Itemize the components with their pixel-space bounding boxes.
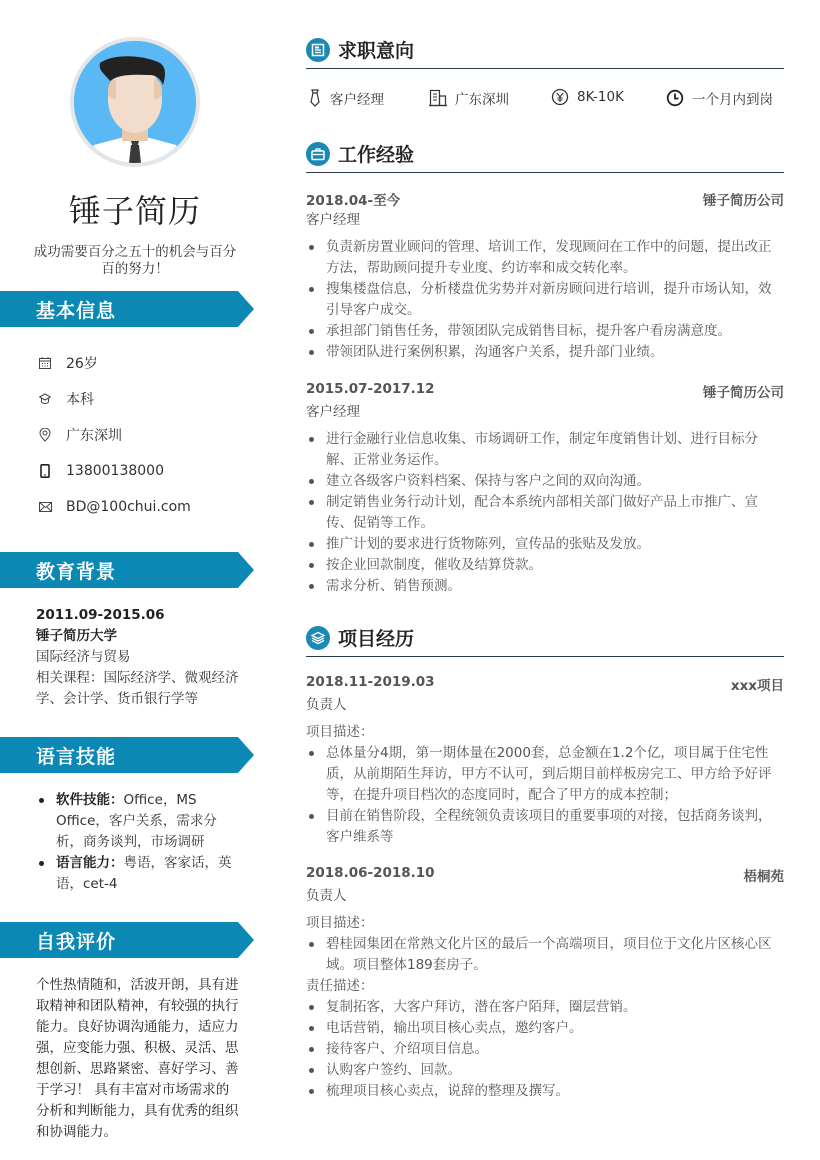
section-header-projects — [306, 623, 784, 657]
info-degree — [38, 381, 258, 417]
section-banner-self-eval — [0, 922, 254, 958]
phone-value[interactable]: 13800138000 — [66, 463, 164, 479]
skill-label: 软件技能： — [56, 792, 124, 808]
section-header-intent — [306, 35, 784, 69]
list-item: 带领团队进行案例积累，沟通客户关系，提升部门业绩。 — [306, 342, 784, 363]
section-banner-education — [0, 552, 254, 588]
briefcase-icon — [306, 142, 330, 166]
intent-salary-value: 8K-10K — [577, 89, 624, 105]
project-resp-list — [306, 997, 784, 1102]
list-item: 按企业回款制度，催收及结算贷款。 — [306, 555, 784, 576]
list-item: 制定销售业务行动计划，配合本系统内部相关部门做好产品上市推广、宣传、促销等工作。 — [306, 492, 784, 534]
work-period: 2018.04-至今 — [306, 193, 401, 209]
project-entry — [306, 865, 784, 1102]
intent-availability — [666, 88, 773, 108]
candidate-name: 锤子简历 — [68, 192, 201, 230]
degree-value: 本科 — [66, 392, 94, 408]
education-period: 2011.09-2015.06 — [36, 607, 165, 623]
section-title: 项目经历 — [338, 628, 415, 650]
work-role: 客户经理 — [306, 404, 360, 420]
skill-value: Office，MS Office，客户关系，需求分析，商务谈判，市场调研 — [56, 792, 217, 850]
project-entry — [306, 674, 784, 848]
project-role: 负责人 — [306, 888, 347, 904]
location-pin-icon — [38, 428, 52, 442]
work-bullets — [306, 429, 784, 597]
basic-info-list — [38, 345, 258, 525]
list-item: 认购客户签约、回款。 — [306, 1060, 784, 1081]
project-role: 负责人 — [306, 697, 347, 713]
work-period: 2015.07-2017.12 — [306, 381, 435, 397]
project-desc-label: 项目描述： — [306, 915, 374, 931]
self-eval-text: 个性热情随和，活波开朗，具有进取精神和团队精神，有较强的执行能力。良好协调沟通能力，适应力强，应变能力强、积极、灵活、思想创新、思路紧密、喜好学习、善于学习！ 具有丰富对市场需求的分析和判断能力，具有优秀的组织和协调能力。 — [36, 977, 239, 1140]
motto: 成功需要百分之五十的机会与百分百的努力！ — [33, 244, 237, 277]
avatar-illustration-icon — [74, 41, 196, 163]
clock-icon — [666, 89, 684, 107]
work-company: 锤子简历公司 — [703, 385, 784, 401]
section-title: 教育背景 — [36, 561, 117, 583]
project-desc-label: 项目描述： — [306, 724, 374, 740]
section-title: 求职意向 — [338, 40, 415, 62]
section-header-work — [306, 139, 784, 173]
intent-city-value: 广东深圳 — [455, 92, 509, 108]
list-item: 接待客户、介绍项目信息。 — [306, 1039, 784, 1060]
list-item: 负责新房置业顾问的管理、培训工作，发现顾问在工作中的问题，提出改正方法，帮助顾问提升专业度、约访率和成交转化率。 — [306, 237, 784, 279]
work-entry — [306, 189, 784, 363]
skill-item-software — [36, 790, 236, 853]
list-item: 总体量分4期，第一期体量在2000套，总金额在1.2个亿，项目属于住宅性质，从前期陌生拜访，甲方不认可，到后期目前样板房完工、甲方给予好评等，在提升项目档次的态度同时，配合了甲方的成本控制； — [306, 743, 784, 806]
list-item: 梳理项目核心卖点，说辞的整理及撰写。 — [306, 1081, 784, 1102]
list-item: 碧桂园集团在常熟文化片区的最后一个高端项目，项目位于文化片区核心区域。项目整体189套房子。 — [306, 934, 784, 976]
project-name: 梧桐苑 — [743, 869, 784, 885]
list-item: 建立各级客户资料档案、保持与客户之间的双向沟通。 — [306, 471, 784, 492]
project-period: 2018.06-2018.10 — [306, 865, 435, 881]
skill-item-language — [36, 853, 236, 895]
avatar — [70, 37, 200, 167]
job-intent-row — [306, 88, 784, 112]
education-major: 国际经济与贸易 — [36, 649, 131, 665]
section-title: 工作经验 — [338, 144, 415, 166]
intent-position — [308, 88, 384, 108]
list-item: 电话营销，输出项目核心卖点，邀约客户。 — [306, 1018, 784, 1039]
section-title: 基本信息 — [36, 300, 117, 322]
intent-salary — [551, 88, 624, 106]
layers-icon — [306, 626, 330, 650]
intent-availability-value: 一个月内到岗 — [692, 92, 773, 108]
calendar-icon — [38, 356, 52, 370]
intent-position-value: 客户经理 — [330, 92, 384, 108]
list-item: 目前在销售阶段，全程统领负责该项目的重要事项的对接，包括商务谈判，客户维系等 — [306, 806, 784, 848]
project-desc-list — [306, 743, 784, 848]
building-icon — [429, 89, 447, 107]
list-item: 推广计划的要求进行货物陈列，宣传品的张贴及发放。 — [306, 534, 784, 555]
skills-list — [36, 790, 236, 895]
project-name: xxx项目 — [730, 678, 784, 694]
list-item: 搜集楼盘信息，分析楼盘优劣势并对新房顾问进行培训，提升市场认知，效引导客户成交。 — [306, 279, 784, 321]
age-value: 26岁 — [66, 356, 98, 372]
project-period: 2018.11-2019.03 — [306, 674, 435, 690]
info-email — [38, 489, 258, 525]
work-role: 客户经理 — [306, 212, 360, 228]
yen-icon — [551, 88, 569, 106]
info-location — [38, 417, 258, 453]
phone-icon — [38, 464, 52, 478]
section-title: 自我评价 — [36, 931, 117, 953]
section-title: 语言技能 — [36, 746, 117, 768]
education-courses: 相关课程：国际经济学、微观经济学、会计学、货币银行学等 — [36, 670, 239, 707]
list-item: 承担部门销售任务，带领团队完成销售目标，提升客户看房满意度。 — [306, 321, 784, 342]
education-school: 锤子简历大学 — [36, 628, 117, 644]
list-item: 需求分析、销售预测。 — [306, 576, 784, 597]
info-phone — [38, 453, 258, 489]
work-bullets — [306, 237, 784, 363]
work-entry — [306, 381, 784, 597]
work-company: 锤子简历公司 — [703, 193, 784, 209]
email-value[interactable]: BD@100chui.com — [66, 499, 191, 515]
form-icon — [306, 38, 330, 62]
tie-icon — [308, 89, 322, 107]
section-banner-basic-info — [0, 291, 254, 327]
skill-value: 粤语，客家话，英语，cet-4 — [56, 855, 232, 892]
location-value: 广东深圳 — [66, 428, 122, 444]
graduation-cap-icon — [38, 392, 52, 406]
list-item: 进行金融行业信息收集、市场调研工作，制定年度销售计划、进行目标分解、正常业务运作。 — [306, 429, 784, 471]
info-age — [38, 345, 258, 381]
skill-label: 语言能力： — [56, 855, 124, 871]
sidebar — [0, 0, 270, 1160]
project-desc-list — [306, 934, 784, 976]
education-entry — [36, 605, 246, 710]
section-banner-skills — [0, 737, 254, 773]
mail-icon — [38, 500, 52, 514]
intent-city — [429, 88, 509, 108]
list-item: 复制拓客，大客户拜访，潜在客户陌拜，圈层营销。 — [306, 997, 784, 1018]
project-resp-label: 责任描述： — [306, 978, 374, 994]
